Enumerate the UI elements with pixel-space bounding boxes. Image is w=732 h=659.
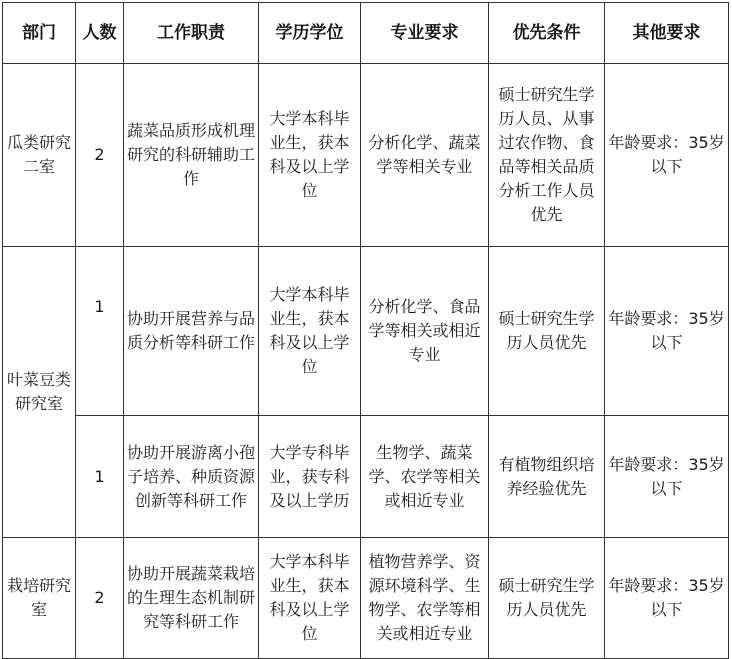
count-cell: 1 bbox=[76, 416, 124, 538]
education-cell: 大学本科毕业生，获本科及以上学位 bbox=[259, 64, 361, 247]
education-cell: 大学专科毕业，获专科及以上学历 bbox=[259, 416, 361, 538]
header-duty: 工作职责 bbox=[124, 3, 259, 64]
duty-cell: 蔬菜品质形成机理研究的科研辅助工作 bbox=[124, 64, 259, 247]
table-row bbox=[3, 416, 729, 538]
education-cell: 大学本科毕业生，获本科及以上学位 bbox=[259, 538, 361, 659]
other-cell: 年龄要求：35岁以下 bbox=[605, 416, 729, 538]
priority-cell: 硕士研究生学历人员优先 bbox=[489, 538, 605, 659]
dept-cell: 叶菜豆类研究室 bbox=[3, 247, 76, 538]
duty-cell: 协助开展游离小孢子培养、种质资源创新等科研工作 bbox=[124, 416, 259, 538]
recruitment-table bbox=[2, 2, 729, 659]
count-cell: 1 bbox=[76, 247, 124, 416]
count-cell: 2 bbox=[76, 538, 124, 659]
header-priority: 优先条件 bbox=[489, 3, 605, 64]
header-dept: 部门 bbox=[3, 3, 76, 64]
header-other: 其他要求 bbox=[605, 3, 729, 64]
table-row bbox=[3, 538, 729, 659]
table-row bbox=[3, 64, 729, 247]
major-cell: 分析化学、食品学等相关或相近专业 bbox=[361, 247, 489, 416]
major-cell: 分析化学、蔬菜学等相关专业 bbox=[361, 64, 489, 247]
other-cell: 年龄要求：35岁以下 bbox=[605, 247, 729, 416]
priority-cell: 硕士研究生学历人员优先 bbox=[489, 247, 605, 416]
priority-cell: 硕士研究生学历人员、从事过农作物、食品等相关品质分析工作人员优先 bbox=[489, 64, 605, 247]
other-cell: 年龄要求：35岁以下 bbox=[605, 64, 729, 247]
major-cell: 生物学、蔬菜学、农学等相关或相近专业 bbox=[361, 416, 489, 538]
education-cell: 大学本科毕业生，获本科及以上学位 bbox=[259, 247, 361, 416]
duty-cell: 协助开展营养与品质分析等科研工作 bbox=[124, 247, 259, 416]
other-cell: 年龄要求：35岁以下 bbox=[605, 538, 729, 659]
duty-cell: 协助开展蔬菜栽培的生理生态机制研究等科研工作 bbox=[124, 538, 259, 659]
header-count: 人数 bbox=[76, 3, 124, 64]
count-cell: 2 bbox=[76, 64, 124, 247]
dept-cell: 瓜类研究二室 bbox=[3, 64, 76, 247]
dept-cell: 栽培研究室 bbox=[3, 538, 76, 659]
priority-cell: 有植物组织培养经验优先 bbox=[489, 416, 605, 538]
header-education: 学历学位 bbox=[259, 3, 361, 64]
major-cell: 植物营养学、资源环境科学、生物学、农学等相关或相近专业 bbox=[361, 538, 489, 659]
header-row bbox=[3, 3, 729, 64]
table-row bbox=[3, 247, 729, 416]
header-major: 专业要求 bbox=[361, 3, 489, 64]
